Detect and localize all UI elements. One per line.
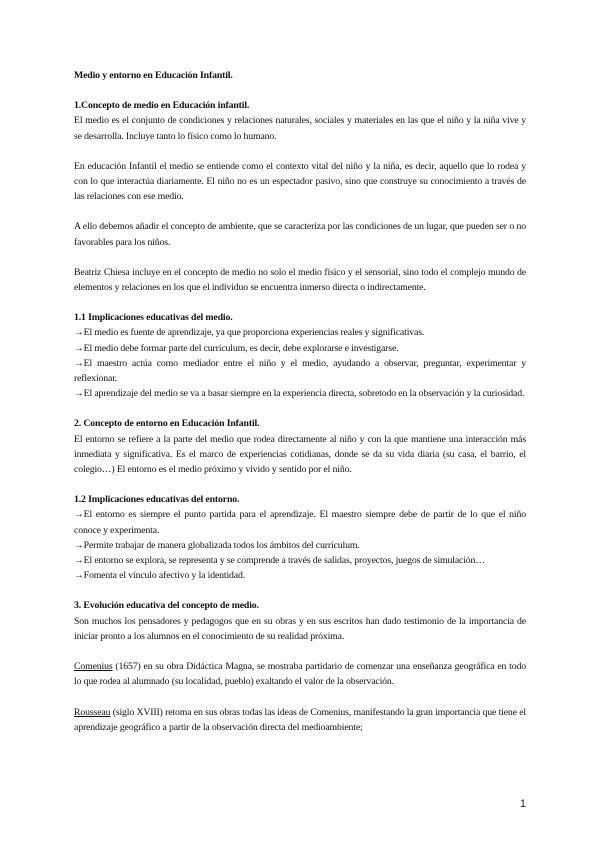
paragraph: El medio es el conjunto de condiciones y relaciones naturales, sociales y materiales en las que el niño y la niña vive y se desarrolla. Incluye tanto lo físico como lo humano. [74,115,526,142]
paragraph-text: (1657) en su obra Didáctica Magna, se mostraba partidario de comenzar una enseñanza geográfica en todo lo que rodea al alumnado (su localidad, pueblo) exaltando el valor de la observación. [74,661,526,688]
paragraph: El entorno se refiere a la parte del medio que rodea directamente al niño y con la que mantiene una interacción más inmediata y significativa. Es el marco de experiencias cotidianas, donde se da su vida diaria (su casa, el barrio, el colegio…) El entorno es el medio próximo y vivido y sentido por el niño. [74,433,526,476]
section-1-1 [74,310,526,401]
section-heading-1-2: 1.2 Implicaciones educativas del entorno. [74,494,240,506]
list-item: →El medio debe formar parte del currículum, es decir, debe explorarse e investigarse. [74,342,399,354]
document-body [74,68,526,750]
document-title: Medio y entorno en Educación Infantil. [74,70,233,81]
author-name: Rousseau [74,706,111,718]
paragraph-rousseau [74,705,526,735]
paragraph: Son muchos los pensadores y pedagogos que en su obras y en sus escritos han dado testimonio de la importancia de iniciar pronto a los alumnos en el conocimiento de su realidad próxima. [74,615,526,642]
list-item: →El entorno se explora, se representa y se comprende a través de salidas, proyectos, juegos de simulación… [74,555,485,567]
page-number: 1 [519,798,526,810]
list-item: →Fomenta el vínculo afectivo y la identidad. [74,570,246,582]
paragraph: A ello debemos añadir el concepto de ambiente, que se caracteriza por las condiciones de un lugar, que pueden ser o no favorables para los niños. [74,221,526,248]
section-heading-2: 2. Concepto de entorno en Educación Infantil. [74,418,260,430]
section-heading-1-1: 1.1 Implicaciones educativas del medio. [74,312,233,324]
list-item: →El entorno es siempre el punto partida para el aprendizaje. El maestro siempre debe de partir de lo que el niño conoce y experimenta. [74,509,526,536]
paragraph: Beatriz Chiesa incluye en el concepto de medio no solo el medio físico y el sensorial, sino todo el complejo mundo de elementos y relaciones en los que el individuo se encuentra inmerso directa o indirectamente. [74,266,526,294]
author-name: Comenius [74,661,113,673]
paragraph-comenius [74,659,526,689]
section-heading-1: 1.Concepto de medio en Educación infantil. [74,100,250,112]
list-item: →Permite trabajar de manera globalizada todos los ámbitos del currículum. [74,539,360,551]
list-item: →El aprendizaje del medio se va a basar siempre en la experiencia directa, sobretodo en la observación y la curiosidad. [74,388,525,400]
section-heading-3: 3. Evolución educativa del concepto de medio. [74,600,259,612]
section-2 [74,416,526,477]
paragraph-text: (siglo XVIII) retoma en sus obras todas las ideas de Comenius, manifestando la gran importancia que tiene el aprendizaje geográfico a partir de la observación directa del medioambiente; [74,706,526,733]
list-item: →El maestro actúa como mediador entre el niño y el medio, ayudando a observar, preguntar, experimentar y reflexionar. [74,357,526,385]
list-item: →El medio es fuente de aprendizaje, ya que proporciona experiencias reales y significativas. [74,327,425,339]
section-3 [74,598,526,644]
section-1-2 [74,492,526,583]
paragraph: En educación Infantil el medio se entiende como el contexto vital del niño y la niña, es decir, aquello que lo rodea y con lo que interactúa diariamente. El niño no es un espectador pasivo, sino que construye su conocimiento a través de las relaciones con ese medio. [74,160,526,203]
